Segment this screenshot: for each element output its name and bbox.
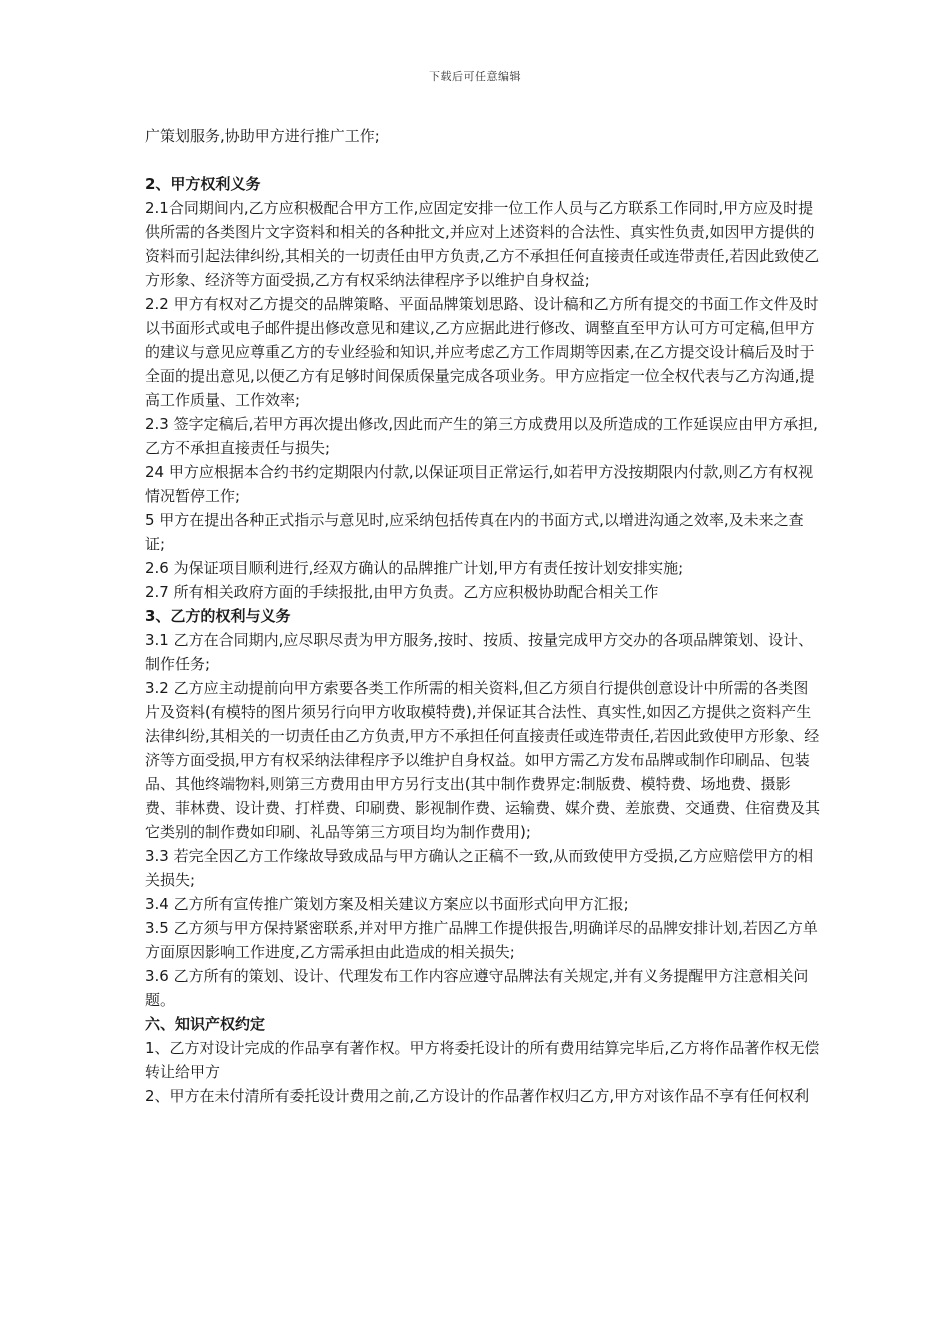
clause-2-1: 2.1合同期间内,乙方应积极配合甲方工作,应固定安排一位工作人员与乙方联系工作同时,甲方应及时提供所需的各类图片文字资料和相关的各种批文,并应对上述资料的合法性、真实性负责,如因甲方提供的资料而引起法律纠纷,其相关的一切责任由甲方负责,乙方不承担任何直接责任或连带责任,若因此致使乙方形象、经济等方面受损,乙方有权采纳法律程序予以维护自身权益; [145,199,820,289]
clause-3-3: 3.3 若完全因乙方工作缘故导致成品与甲方确认之正稿不一致,从而致使甲方受损,乙方应赔偿甲方的相关损失; [145,847,814,889]
clause-2-6: 2.6 为保证项目顺利进行,经双方确认的品牌推广计划,甲方有责任按计划安排实施; [145,559,684,577]
clause-2-3: 2.3 签字定稿后,若甲方再次提出修改,因此而产生的第三方成费用以及所造成的工作延误应由甲方承担,乙方不承担直接责任与损失; [145,415,818,457]
clause-2-4: 24 甲方应根据本合约书约定期限内付款,以保证项目正常运行,如若甲方没按期限内付款,则乙方有权视情况暂停工作; [145,463,814,505]
clause-3-6: 3.6 乙方所有的策划、设计、代理发布工作内容应遵守品牌法有关规定,并有义务提醒甲方注意相关问题。 [145,967,809,1009]
clause-2-2: 2.2 甲方有权对乙方提交的品牌策略、平面品牌策划思路、设计稿和乙方所有提交的书面工作文件及时以书面形式或电子邮件提出修改意见和建议,乙方应据此进行修改、调整直至甲方认可方可定稿,但甲方的建议与意见应尊重乙方的专业经验和知识,并应考虑乙方工作周期等因素,在乙方提交设计稿后及时于全面的提出意见,以便乙方有足够时间保质保量完成各项业务。甲方应指定一位全权代表与乙方沟通,提高工作质量、工作效率; [145,295,819,409]
document-body [145,124,820,1108]
section-3-heading: 3、乙方的权利与义务 [145,607,291,625]
clause-2-7: 2.7 所有相关政府方面的手续报批,由甲方负责。乙方应积极协助配合相关工作 [145,583,659,601]
clause-3-5: 3.5 乙方须与甲方保持紧密联系,并对甲方推广品牌工作提供报告,明确详尽的品牌安排计划,若因乙方单方面原因影响工作进度,乙方需承担由此造成的相关损失; [145,919,818,961]
intro-paragraph: 广策划服务,协助甲方进行推广工作; [145,127,380,145]
clause-3-4: 3.4 乙方所有宣传推广策划方案及相关建议方案应以书面形式向甲方汇报; [145,895,629,913]
clause-3-1: 3.1 乙方在合同期内,应尽职尽责为甲方服务,按时、按质、按量完成甲方交办的各项品牌策划、设计、制作任务; [145,631,814,673]
page-header: 下载后可任意编辑 [429,70,521,83]
section-2-heading: 2、甲方权利义务 [145,175,261,193]
paragraph-gap [145,148,820,172]
clause-6-1: 1、乙方对设计完成的作品享有著作权。甲方将委托设计的所有费用结算完毕后,乙方将作品著作权无偿转让给甲方 [145,1039,820,1081]
clause-2-5: 5 甲方在提出各种正式指示与意见时,应采纳包括传真在内的书面方式,以增进沟通之效率,及未来之查证; [145,511,804,553]
clause-6-2: 2、甲方在未付清所有委托设计费用之前,乙方设计的作品著作权归乙方,甲方对该作品不享有任何权利 [145,1087,810,1105]
section-6-heading: 六、知识产权约定 [145,1015,266,1033]
clause-3-2: 3.2 乙方应主动提前向甲方索要各类工作所需的相关资料,但乙方须自行提供创意设计中所需的各类图片及资料(有模特的图片须另行向甲方收取模特费),并保证其合法性、真实性,如因乙方提供之资料产生法律纠纷,其相关的一切责任由乙方负责,甲方不承担任何直接责任或连带责任,若因此致使甲方形象、经济等方面受损,甲方有权采纳法律程序予以维护自身权益。如甲方需乙方发布品牌或制作印刷品、包装品、其他终端物料,则第三方费用由甲方另行支出(其中制作费界定:制版费、模特费、场地费、摄影费、菲林费、设计费、打样费、印刷费、影视制作费、运输费、媒介费、差旅费、交通费、住宿费及其它类别的制作费如印刷、礼品等第三方项目均为制作费用); [145,679,821,841]
